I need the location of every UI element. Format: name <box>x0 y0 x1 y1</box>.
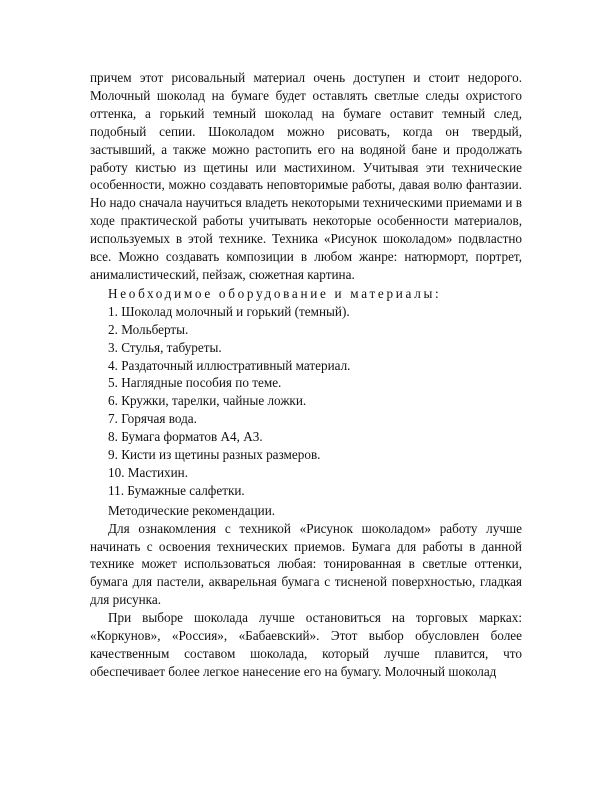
list-item: 10. Мастихин. <box>108 464 189 480</box>
list-item: 2. Мольберты. <box>108 321 189 337</box>
list-item: 9. Кисти из щетины разных размеров. <box>108 447 321 463</box>
list-item: 11. Бумажные салфетки. <box>108 482 245 498</box>
list-item: 8. Бумага форматов А4, А3. <box>108 429 263 445</box>
list-item: 6. Кружки, тарелки, чайные ложки. <box>108 393 307 409</box>
equipment-list <box>90 303 522 500</box>
list-item: 1. Шоколад молочный и горький (темный). <box>108 303 350 319</box>
list-item: 3. Стулья, табуреты. <box>108 339 222 355</box>
methods-heading: Методические рекомендации. <box>108 502 276 518</box>
intro-paragraph: причем этот рисовальный материал очень доступен и стоит недорого. Молочный шоколад на бумаге будет оставлять светлые следы охристого оттенка, а горький темный шоколад на бумаге оставит темный след, подобный сепии. Шоколадом можно рисовать, когда он твердый, застывший, а также можно растопить его на водяной бане и продолжать работу кистью из щетины или мастихином. Учитывая эти технические особенности, можно создавать неповторимые работы, давая волю фантазии. Но надо сначала научиться владеть некоторыми техническими приемами и в ходе практической работы учитывать некоторые особенности материалов, используемых в этой технике. Техника «Рисунок шоколадом» подвластно все. Можно создавать композиции в любом жанре: натюрморт, портрет, анималистический, пейзаж, сюжетная картина. <box>90 70 522 282</box>
list-item: 7. Горячая вода. <box>108 411 197 427</box>
equipment-heading: Необходимое оборудование и материалы: <box>108 285 442 301</box>
methods-paragraph-2: При выборе шоколада лучше остановиться на торговых марках: «Коркунов», «Россия», «Бабаевский». Этот выбор обусловлен более качественным составом шоколада, который лучше плавится, что обеспечивает более легкое нанесение его на бумагу. Молочный шоколад <box>90 610 522 679</box>
methods-paragraph-1: Для ознакомления с техникой «Рисунок шоколадом» работу лучше начинать с освоения технических приемов. Бумага для работы в данной технике может использоваться любая: тонированная в светлые оттенки, бумага для пастели, акварельная бумага с тисненой поверхностью, гладкая для рисунка. <box>90 520 522 608</box>
page-text-body <box>90 69 522 681</box>
list-item: 5. Наглядные пособия по теме. <box>108 375 282 391</box>
list-item: 4. Раздаточный иллюстративный материал. <box>108 357 351 373</box>
